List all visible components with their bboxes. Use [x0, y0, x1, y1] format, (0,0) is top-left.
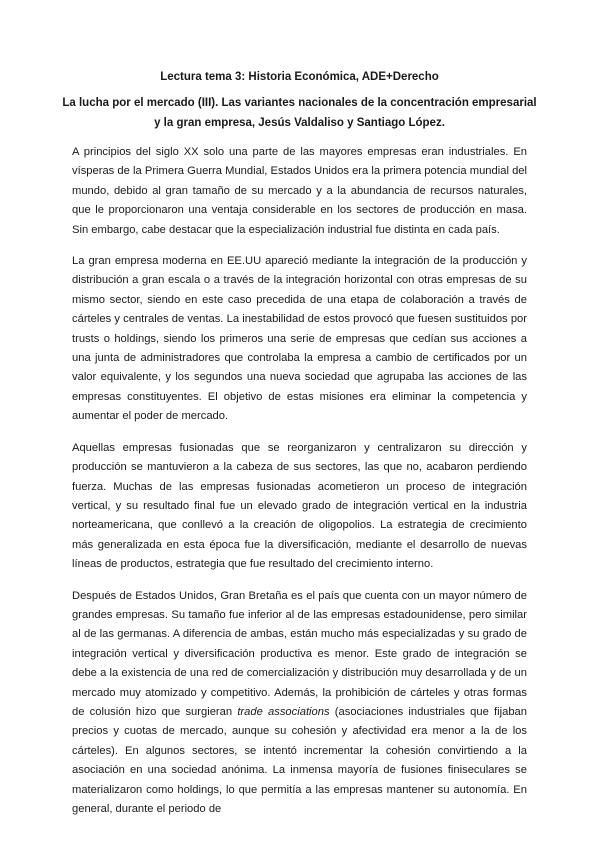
paragraph-4-text-before: Después de Estados Unidos, Gran Bretaña es el país que cuenta con un mayor número de grandes empresas. Su tamaño fue inferior al de las empresas estadounidense, pero similar al de las germanas. A diferencia de ambas, están mucho más especializadas y su grado de integración vertical y diversificación productiva es menor. Este grado de integración se debe a la existencia de una red de comercialización y distribución muy desarrollada y de un mercado muy atomizado y competitivo. Además, la prohibición de cárteles y otras formas de colusión hizo que surgieran	[72, 589, 527, 718]
paragraph-3: Aquellas empresas fusionadas que se reorganizaron y centralizaron su dirección y producción se mantuvieron a la cabeza de sus sectores, las que no, acabaron perdiendo fuerza. Muchas de las empresas fusionadas acometieron un proceso de integración vertical, y su resultado final fue un elevado grado de integración vertical en la industria norteamericana, que conllevó a la creación de oligopolios. La estrategia de crecimiento más generalizada en esta época fue la diversificación, mediante el desarrollo de nuevas líneas de productos, estrategia que fue resultado del crecimiento interno.	[72, 441, 527, 571]
paragraph-4-text-after: (asociaciones industriales que fijaban precios y cuotas de mercado, aunque su cohesión y afectividad era menor a la de los cárteles). En algunos sectores, se intentó incrementar la cohesión convirtiendo a la asociación en una sociedad anónima. La inmensa mayoría de fusiones finiseculares se materializaron como holdings, lo que permitía a las empresas mantener su autonomía. En general, durante el periodo de	[72, 705, 527, 815]
trade-associations-term: trade associations	[237, 705, 330, 718]
document-title: La lucha por el mercado (III). Las variantes nacionales de la concentración empresarial y la gran empresa, Jesús Valdaliso y Santiago López.	[62, 97, 537, 129]
document-label: Lectura tema 3: Historia Económica, ADE+Derecho	[160, 71, 439, 83]
paragraph-1: A principios del siglo XX solo una parte de las mayores empresas eran industriales. En vísperas de la Primera Guerra Mundial, Estados Unidos era la primera potencia mundial del mundo, debido al gran tamaño de su mercado y a la abundancia de recursos naturales, que le proporcionaron una ventaja considerable en los sectores de producción en masa. Sin embargo, cabe destacar que la especialización industrial fue distinta en cada país.	[72, 146, 527, 236]
document-body	[72, 143, 527, 819]
paragraph-4	[72, 587, 527, 820]
paragraph-2: La gran empresa moderna en EE.UU apareció mediante la integración de la producción y distribución a gran escala o a través de la integración horizontal con otras empresas de su mismo sector, siendo en este caso precedida de una etapa de colaboración a través de cárteles y centrales de ventas. La inestabilidad de estos provocó que fuesen sustituidos por trusts o holdings, siendo los primeros una serie de empresas que cedían sus acciones a una junta de administradores que controlaba la empresa a cambio de certificados por un valor equivalente, y los segundos una nueva sociedad que agrupaba las acciones de las empresas constituyentes. El objetivo de estas misiones era eliminar la competencia y aumentar el poder de mercado.	[72, 255, 527, 423]
